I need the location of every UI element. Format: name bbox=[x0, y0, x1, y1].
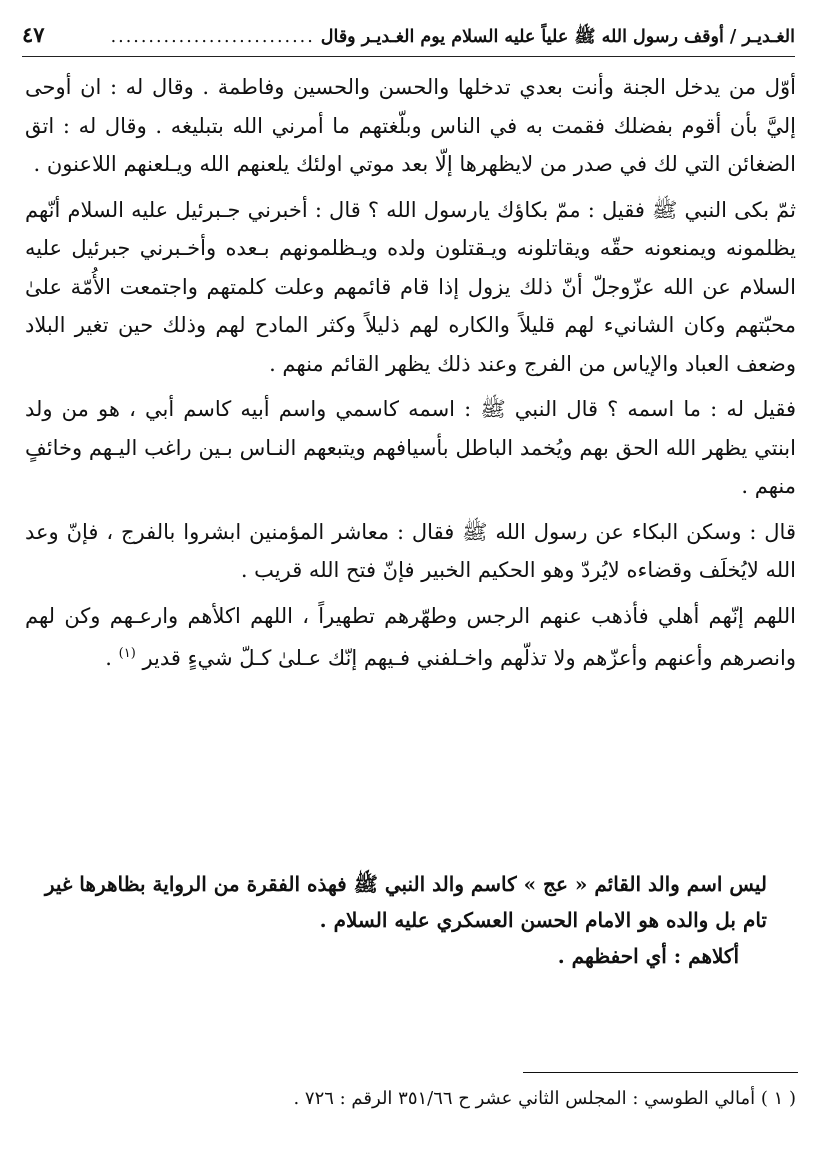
paragraph-text: اللهم إنّهم أهلي فأذهب عنهم الرجس وطهّرهم تطهيراً ، اللهم اكلأهم وارعـهم وكن لهم وانصرهم وأعنهم وأعزّهم ولا تذلّهم واخـلفني فـيهم إنّك عـلىٰ كـلّ شيءٍ قدير bbox=[25, 603, 796, 670]
page-number: ٤٧ bbox=[22, 22, 45, 47]
note: ليس اسم والد القائم « عج » كاسم والد النبي ﷺ فهذه الفقرة من الرواية بظاهرها غير تام بل والده هو الامام الحسن العسكري عليه السلام . bbox=[44, 872, 767, 932]
header-leader-dots: ........................... bbox=[110, 27, 315, 47]
running-header bbox=[22, 22, 795, 57]
editor-notes bbox=[25, 866, 767, 974]
note: أكلاهم : أي احفظهم . bbox=[557, 944, 739, 968]
paragraph: أوّل من يدخل الجنة وأنت بعدي تدخلها والحسن والحسين وفاطمة . وقال له : ان أوحى إليَّ بأن أقوم بفضلك فقمت به في الناس وبلّغتهم ما أمرني الله بتبليغه . وقال له : اتق الضغائن التي لك في صدر من لايظهرها إلّا بعد موتي اولئك يلعنهم الله ويـلعنهم اللاعنون . bbox=[25, 75, 796, 176]
header-title: الغـديـر / أوقف رسول الله ﷺ علياً عليه السلام يوم الغـديـر وقال bbox=[320, 27, 795, 47]
paragraph: ثمّ بكى النبي ﷺ فقيل : ممّ بكاؤك يارسول الله ؟ قال : أخبرني جـبرئيل عليه السلام أنّهم يظلمونه ويمنعونه حقّه ويقاتلونه ويـقتلون ولده ويـظلمونهم بـعده وأخـبرني جبرئيل عليه السلام عن الله عزّوجلّ أنّ ذلك يزول إذا قام قائمهم وعلت كلمتهم واجتمعت الأُمّة علىٰ محبّتهم وكان الشانيء لهم قليلاً والكاره لهم ذليلاً وكثر المادح لهم وذلك حين تغير البلاد وضعف العباد والإياس من الفرج وعند ذلك يظهر القائم منهم . bbox=[25, 197, 796, 376]
paragraph-last: اللهم إنّهم أهلي فأذهب عنهم الرجس وطهّرهم تطهيراً ، اللهم اكلأهم وارعـهم وكن لهم وانصرهم وأعنهم وأعزّهم ولا تذلّهم واخـلفني فـيهم إنّك عـلىٰ كـلّ شيءٍ قدير $^{(١)}$ . bbox=[25, 603, 796, 670]
footnote-marker: (١) bbox=[118, 646, 136, 661]
paragraph: فقيل له : ما اسمه ؟ قال النبي ﷺ : اسمه كاسمي واسم أبيه كاسم أبي ، هو من ولد ابنتي يظهر الله الحق بهم ويُخمد الباطل بأسيافهم ويتبعهم النـاس بـين راغب اليـهم وخائفٍ منهم . bbox=[25, 397, 796, 498]
footnote: ( ١ ) أمالي الطوسي : المجلس الثاني عشر ح ٣٥١/٦٦ الرقم : ٧٢٦ . bbox=[293, 1088, 796, 1109]
main-text bbox=[25, 68, 796, 685]
paragraph: قال : وسكن البكاء عن رسول الله ﷺ فقال : معاشر المؤمنين ابشروا بالفرج ، فإنّ وعد الله لايُخلَف وقضاءه لايُردّ وهو الحكيم الخبير فإنّ فتح الله قريب . bbox=[25, 519, 796, 582]
footnote-rule bbox=[523, 1072, 798, 1073]
